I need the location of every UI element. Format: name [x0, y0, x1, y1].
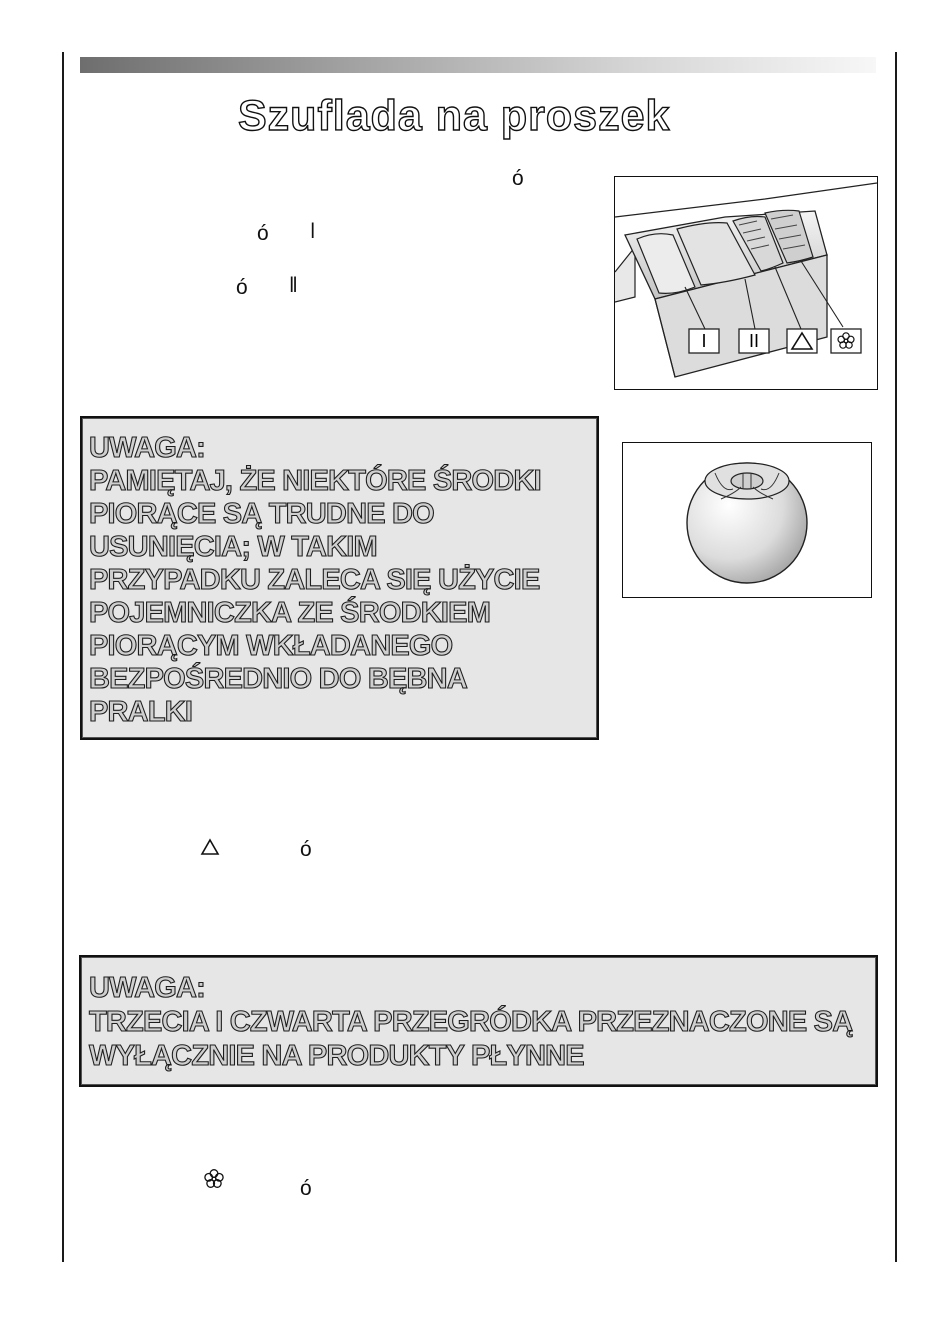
detergent-drawer-icon: [615, 177, 877, 389]
warning-title: UWAGA:: [89, 972, 206, 1004]
header-gradient-bar: [80, 57, 876, 73]
label-ii: II: [748, 331, 760, 351]
text-fragment: ó: [236, 276, 248, 299]
drawer-figure: [614, 176, 878, 390]
compartment-mark-i: I: [311, 218, 315, 243]
label-i: I: [701, 331, 707, 351]
dosing-ball-icon: [623, 443, 871, 597]
right-margin-line: [895, 52, 897, 1262]
warning-text: TRZECIA I CZWARTA PRZEGRÓDKA PRZEZNACZONE SĄ WYŁĄCZNIE NA PRODUKTY PŁYNNE: [89, 1006, 853, 1072]
warning-title: UWAGA:: [89, 432, 206, 464]
dosing-ball-figure: [622, 442, 872, 598]
text-fragment: ó: [300, 1177, 312, 1200]
warning-panel-1: [80, 416, 599, 740]
text-fragment: ó: [512, 167, 524, 190]
page-title: Szuflada na proszek: [238, 92, 671, 140]
warning-panel-2: [79, 955, 878, 1087]
left-margin-line: [62, 52, 64, 1262]
text-fragment: ó: [257, 222, 269, 245]
triangle-icon: [200, 838, 220, 856]
flower-icon: [202, 1168, 226, 1190]
warning-text: PAMIĘTAJ, ŻE NIEKTÓRE ŚRODKI PIORĄCE SĄ TRUDNE DO USUNIĘCIA; W TAKIM PRZYPADKU ZALECA SIĘ UŻYCIE POJEMNICZKA ZE ŚRODKIEM PIORĄCYM WKŁADANEGO BEZPOŚREDNIO DO BĘBNA PRALKI: [89, 465, 541, 728]
text-fragment: ó: [300, 838, 312, 861]
compartment-mark-ii: II: [290, 272, 297, 297]
